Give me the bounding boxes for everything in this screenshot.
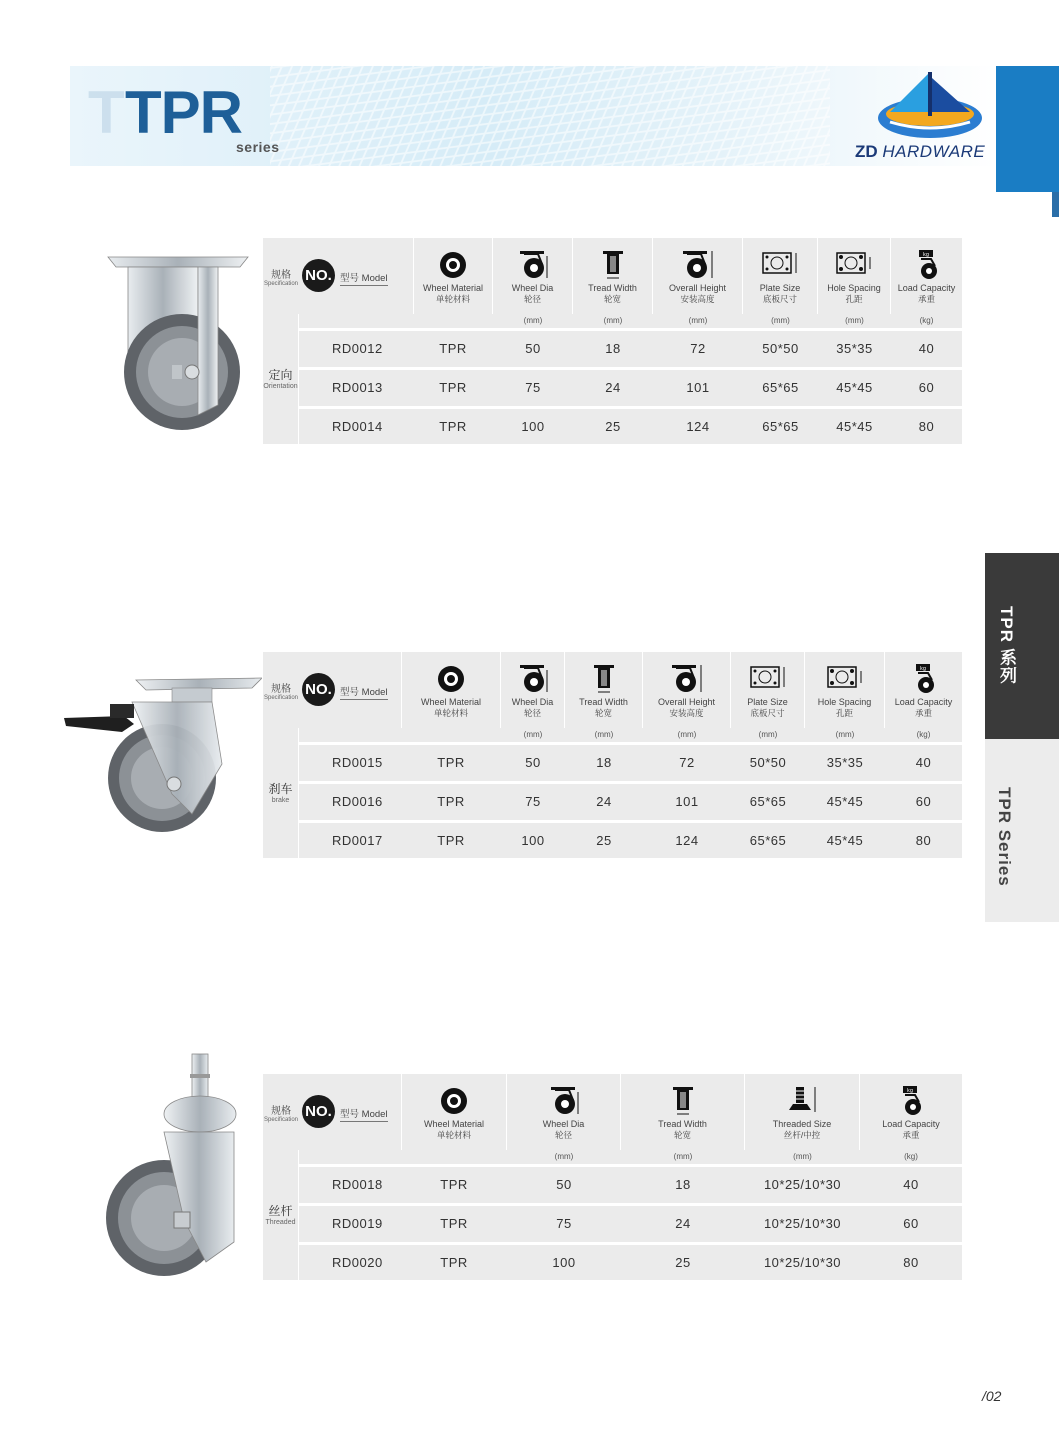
no-badge: NO. xyxy=(302,1095,335,1128)
table-header xyxy=(263,238,962,314)
banner-accent-bar xyxy=(996,66,1059,192)
column-overall-height: Overall Height 安装高度 xyxy=(653,238,743,314)
category-label: 定向 Orientation xyxy=(263,314,299,444)
header-banner xyxy=(70,66,996,166)
column-threaded-size: Threaded Size 丝杆/中控 xyxy=(745,1074,860,1150)
column-load-capacity: kg Load Capacity 承重 xyxy=(882,1088,940,1140)
plate-size-icon xyxy=(748,664,788,692)
category-label: 刹车 brake xyxy=(263,728,299,858)
overall-height-icon xyxy=(670,664,704,694)
plate-size-icon xyxy=(760,250,800,278)
svg-text:kg: kg xyxy=(922,252,929,258)
banner-title-ghost: T xyxy=(88,79,125,146)
units-row: (mm) (mm) (mm) (mm) (mm) (kg) xyxy=(523,316,934,325)
model-label: 型号 Model xyxy=(340,270,388,286)
spec-table-orientation xyxy=(263,238,962,444)
column-overall-height: Overall Height 安装高度 xyxy=(643,652,731,728)
banner-title: TPR xyxy=(125,79,242,146)
load-capacity-icon xyxy=(897,1086,925,1118)
spec-label: 规格 Specification xyxy=(263,684,299,701)
table-row: RD0015 TPR 50 18 72 50*50 35*35 40 xyxy=(299,742,962,778)
svg-text:kg: kg xyxy=(906,1088,914,1094)
zd-logo-icon xyxy=(870,70,990,140)
table-header xyxy=(263,652,962,728)
no-badge: NO. xyxy=(302,673,335,706)
column-load-capacity: kg Load Capacity 承重 xyxy=(897,252,956,304)
column-load-capacity: kg Load Capacity 承重 xyxy=(894,666,953,718)
banner-accent-shade xyxy=(1052,192,1059,217)
table-row: RD0014 TPR 100 25 124 65*65 45*45 80 xyxy=(299,406,962,442)
column-plate-size: Plate Size 底板尺寸 xyxy=(731,652,805,728)
units-row: (mm) (mm) (mm) (mm) (mm) (kg) xyxy=(523,730,931,739)
spec-table-threaded xyxy=(263,1074,962,1280)
table-row: RD0012 TPR 50 18 72 50*50 35*35 40 xyxy=(299,328,962,364)
column-tread-width: Tread Width 轮宽 xyxy=(565,652,643,728)
table-row: RD0020 TPR 100 25 10*25/10*30 80 xyxy=(299,1242,962,1278)
units-row: (mm) (mm) (mm) (kg) xyxy=(554,1152,918,1161)
page-number: /02 xyxy=(982,1388,1002,1404)
load-capacity-icon xyxy=(913,250,941,282)
model-label: 型号 Model xyxy=(340,1106,388,1122)
load-capacity-icon xyxy=(910,664,938,696)
side-tab-cn-label: TPR 系列 xyxy=(997,606,1016,685)
wheel-material-icon xyxy=(438,250,468,280)
table-row: RD0016 TPR 75 24 101 65*65 45*45 60 xyxy=(299,781,962,817)
table-row: RD0019 TPR 75 24 10*25/10*30 60 xyxy=(299,1203,962,1239)
brand-name: ZD HARDWARE xyxy=(855,142,986,161)
spec-table-brake xyxy=(263,652,962,858)
spec-label: 规格 Specification xyxy=(263,1106,299,1123)
column-tread-width: Tread Width 轮宽 xyxy=(573,238,653,314)
table-row: RD0018 TPR 50 18 10*25/10*30 40 xyxy=(299,1164,962,1200)
column-wheel-material: Wheel Material 单轮材料 xyxy=(401,652,501,728)
table-row: RD0013 TPR 75 24 101 65*65 45*45 60 xyxy=(299,367,962,403)
table-row: RD0017 TPR 100 25 124 65*65 45*45 80 xyxy=(299,820,962,856)
tread-width-icon xyxy=(671,1086,695,1116)
spec-label: 规格 Specification xyxy=(263,270,299,287)
column-wheel-dia: Wheel Dia 轮径 xyxy=(507,1074,621,1150)
column-hole-spacing: Hole Spacing 孔距 xyxy=(818,238,891,314)
fixed-caster-image xyxy=(100,255,255,435)
hole-spacing-icon xyxy=(834,250,874,278)
tread-width-icon xyxy=(592,664,616,694)
brake-caster-image xyxy=(62,674,262,844)
category-label: 丝杆 Threaded xyxy=(263,1150,299,1280)
column-plate-size: Plate Size 底板尺寸 xyxy=(743,238,818,314)
no-badge: NO. xyxy=(302,259,335,292)
side-tab-en-label: TPR Series xyxy=(995,787,1014,887)
column-hole-spacing: Hole Spacing 孔距 xyxy=(805,652,885,728)
threaded-caster-image xyxy=(104,1052,244,1282)
wheel-dia-icon xyxy=(516,250,550,280)
svg-text:kg: kg xyxy=(919,666,926,672)
threaded-size-icon xyxy=(785,1086,819,1116)
hole-spacing-icon xyxy=(825,664,865,692)
overall-height-icon xyxy=(681,250,715,280)
column-wheel-material: Wheel Material 单轮材料 xyxy=(413,238,493,314)
column-tread-width: Tread Width 轮宽 xyxy=(621,1074,745,1150)
wheel-material-icon xyxy=(439,1086,469,1116)
banner-subtitle: series xyxy=(236,139,280,155)
wheel-dia-icon xyxy=(516,664,550,694)
model-label: 型号 Model xyxy=(340,684,388,700)
wheel-material-icon xyxy=(436,664,466,694)
wheel-dia-icon xyxy=(547,1086,581,1116)
column-wheel-material: Wheel Material 单轮材料 xyxy=(401,1074,507,1150)
table-header xyxy=(263,1074,962,1150)
tread-width-icon xyxy=(601,250,625,280)
column-wheel-dia: Wheel Dia 轮径 xyxy=(493,238,573,314)
column-wheel-dia: Wheel Dia 轮径 xyxy=(501,652,565,728)
